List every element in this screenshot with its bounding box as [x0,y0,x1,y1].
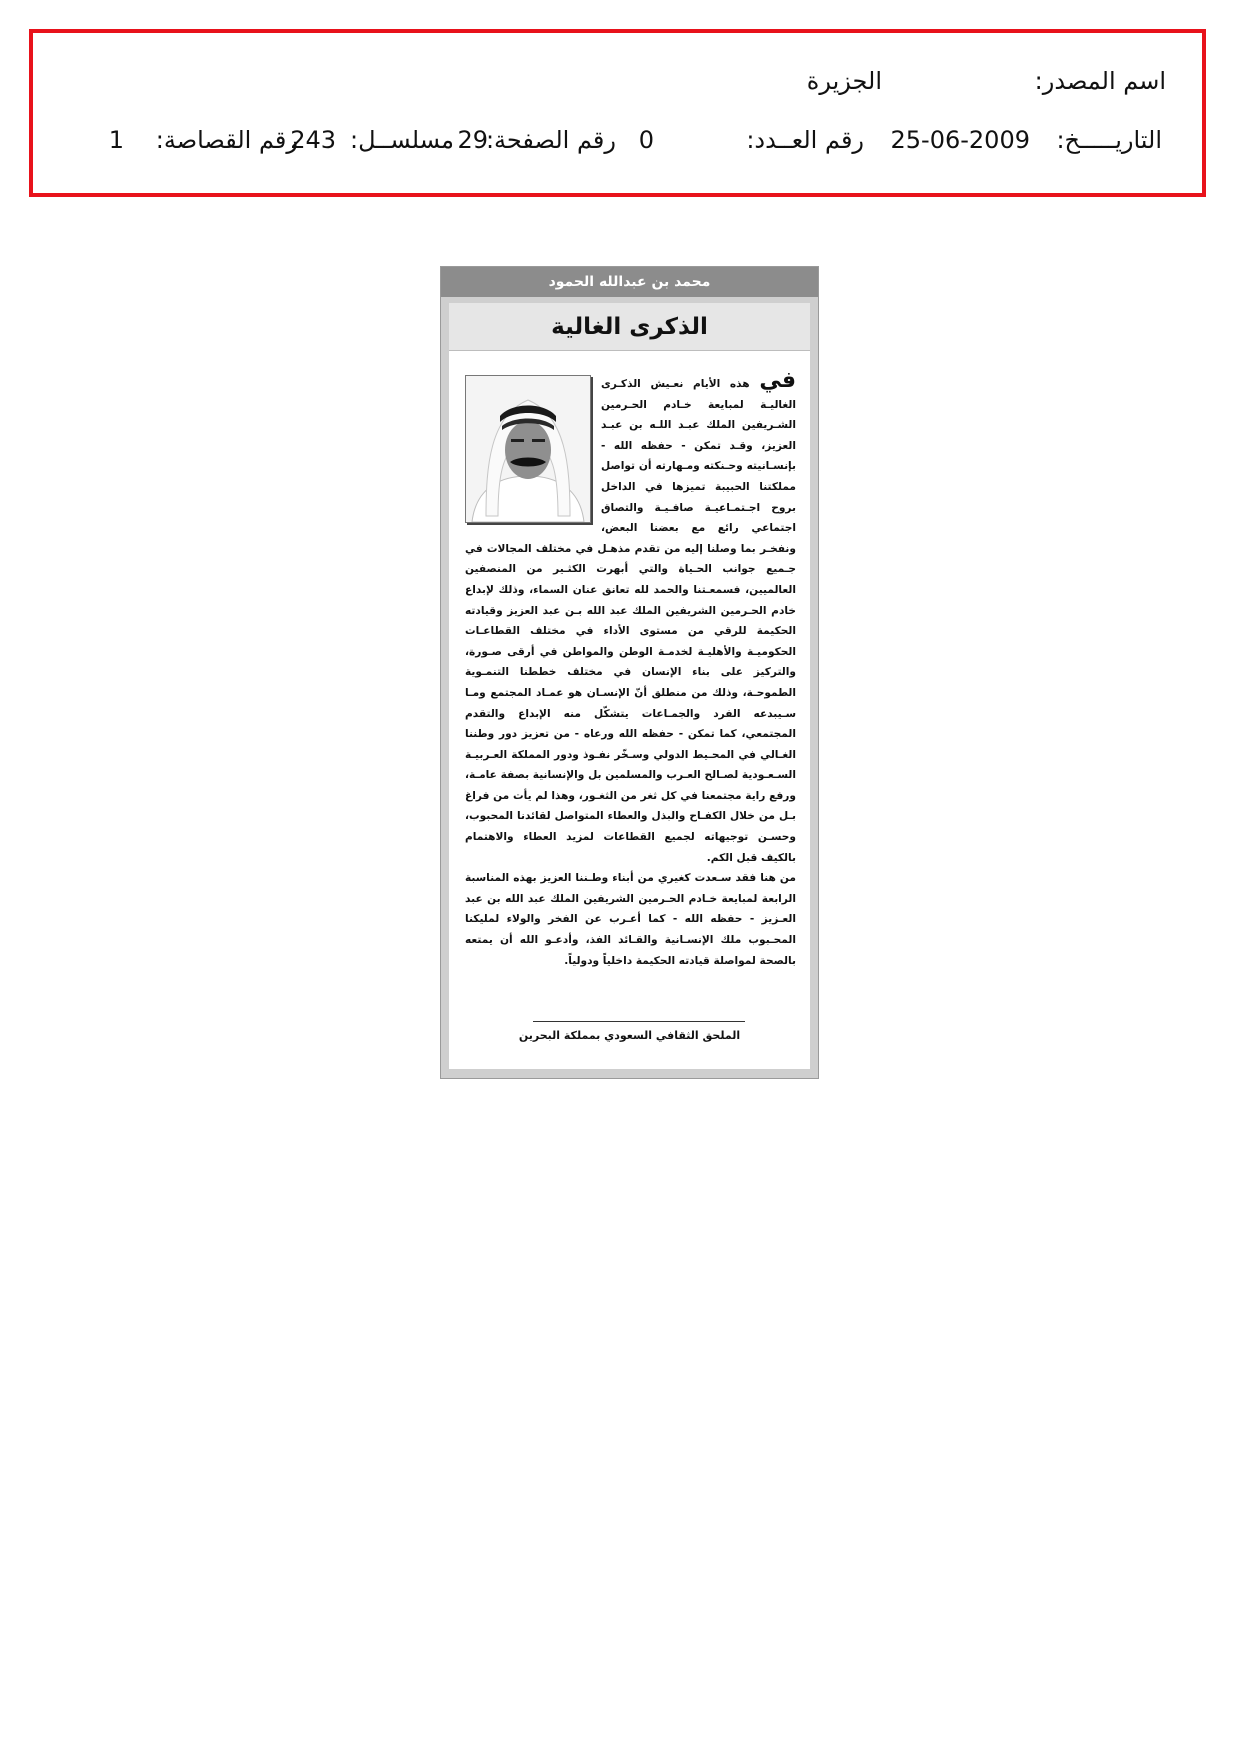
photo-spacer [465,371,601,533]
date-label: التاريـــــخ: [1056,126,1162,154]
issue-value: 0 [638,126,654,154]
signature-divider [533,1021,745,1022]
article-byline: محمد بن عبدالله الحمود [441,267,818,297]
clip-label: رقم القصاصة: [155,126,298,154]
date-value: 25-06-2009 [890,126,1030,154]
source-label: اسم المصدر: [1034,67,1166,95]
paragraph-1-text: هذه الأيام نعـيش الذكـرى الغاليـة لمبايعة خـادم الحـرمين الشـريفين الملك عبـد اللـه بن عبـد العزيز، وقـد تمكن - حفظه الله - بإنسـانيته وحـنكته ومـهارته أن تواصل مملكتنا الحبيبة تميزها في الداخل بروح اجـتمـاعيـة صافـيـة والتصاق اجتماعي رائع مع بعضنا البعض، ونفخـر بما وصلنا إليه من تقدم مذهـل في مختلف المجالات في جـميع جوانب الحـياة والتي أبهرت الكثـير من المنصفين العالميين، فسمعـتنا والحمد لله تعانق عنان السماء، وذلك لإبداع خادم الحـرمين الشريفين الملك عبد الله بـن عبد العزيز وقيادته الحكيمة للرقي من مستوى الأداء في مختلف القطاعـات الحكوميـة والأهليـة لخدمـة الوطن والمواطن في أرقى صـورة، والتركيز على بناء الإنسان في مختلف خططنا التنمـوية الطموحـة، وذلك من منطلق أنّ الإنسـان هو عمـاد المجتمع ومـا سـيبدعه الفرد والجمـاعات يتشكّل منه الإبداع والتقدم المجتمعي، كما تمكن - حفظه الله ورعاه - من تعزيز دور وطننا الغـالي في المحـيط الدولي وسـخّر نفـوذ ودور المملكة العـربيـة السـعـودية لصـالح العـرب والمسلمين بل والإنسانية بصفة عامـة، ورفع راية مجتمعنا في كل ثغر من الثغـور، وهذا لم يأت من فراغ بـل من خلال الكفـاح والبذل والعطاء المتواصل لقائدنا المحبوب، وحسـن توجيهاته لجميع القطاعات لمزيد العطاء والاهتمام بالكيف قبل الكم. [465,378,796,864]
author-affiliation: الملحق الثقافي السعودي بمملكة البحرين [518,1029,741,1042]
serial-label: مسلســل: [350,126,454,154]
source-value: الجزيرة [806,67,882,95]
article-body [465,368,796,971]
drop-cap: في [759,368,796,393]
newspaper-clipping [440,266,819,1079]
serial-value: 243 [290,126,336,154]
page-value: 29 [457,126,488,154]
metadata-box [29,29,1206,197]
article-panel [449,303,810,1069]
clip-value: 1 [108,126,124,154]
article-headline: الذكرى الغالية [449,303,810,351]
issue-label: رقم العــدد: [746,126,864,154]
page-label: رقم الصفحة: [485,126,616,154]
article-paragraph-2: من هنا فقد سـعدت كغيري من أبناء وطـننا العزيز بهذه المناسبة الرابعة لمبايعة خـادم الحـرمين الشريفين الملك عبد الله بن عبد العـزيز - حفظه الله - كما أعـرب عن الفخر والولاء لمليكنا المحـبوب ملك الإنسـانية والقـائد الفذ، وأدعـو الله أن يمتعه بالصحة لمواصلة قيادته الحكيمة داخلياً ودولياً. [465,872,796,967]
